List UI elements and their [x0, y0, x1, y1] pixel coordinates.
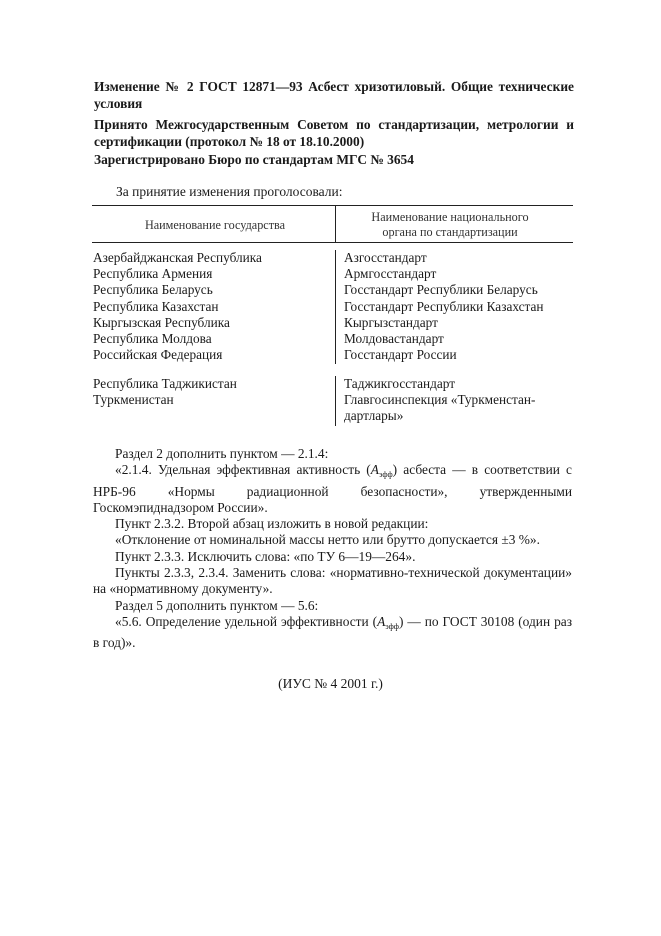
paragraph-5-6: «5.6. Определение удельной эффективности $(A_{эфф})$ — по ГОСТ 30108 (один раз в год)». — [93, 613, 573, 651]
table-row-body: Азгосстандарт — [344, 250, 427, 265]
header-divider — [335, 206, 336, 242]
paragraph: Пункт 2.3.3. Исключить слова: «по ТУ 6—19—264». — [115, 548, 416, 564]
group2-states — [93, 376, 237, 408]
paragraph: Пункты 2.3.3, 2.3.4. Заменить слова: «нормативно-технической документации» на «нормативному документу». — [93, 565, 572, 597]
group1-bodies — [344, 250, 544, 363]
col-header-state: Наименование государства — [144, 218, 286, 232]
table-row-body: Главгосинспекция «Туркменстан- — [344, 392, 536, 408]
paragraph: Раздел 5 дополнить пунктом — 5.6: — [115, 597, 319, 613]
table-row-state: Азербайджанская Республика — [93, 250, 262, 265]
paragraph-2-1-4: «2.1.4. Удельная эффективная активность $(A_{эфф})$ асбеста — в соответствии с НРБ-96 «Нормы радиационной безопасности», утвержденными Госкомэпиднадзором России». — [93, 462, 572, 515]
table-row-body: Госстандарт Республики Казахстан — [344, 298, 544, 314]
paragraph: Пункт 2.3.2. Второй абзац изложить в новой редакции: — [115, 516, 429, 532]
table-row-body: дартлары» — [344, 408, 404, 424]
table-top-rule — [92, 205, 573, 206]
table-row-body: Армгосстандарт — [344, 266, 437, 282]
table-row-state: Республика Казахстан — [93, 298, 219, 314]
table-row-body: Таджикгосстандарт — [344, 376, 456, 391]
table-row-state: Республика Беларусь — [93, 282, 213, 298]
paragraph: Раздел 2 дополнить пунктом — 2.1.4: — [115, 446, 329, 461]
group1-divider — [335, 250, 336, 364]
table-row-state: Туркменистан — [93, 392, 174, 408]
group2-bodies — [344, 376, 535, 425]
table-row-state: Республика Таджикистан — [93, 376, 237, 391]
group1-states — [93, 250, 262, 363]
col-header-body — [342, 210, 558, 240]
table-row-state: Кыргызская Республика — [93, 314, 230, 330]
table-row-state: Республика Молдова — [93, 330, 212, 346]
table-header-rule — [92, 242, 573, 243]
publication-reference: (ИУС № 4 2001 г.) — [278, 676, 383, 691]
table-row-body: Госстандарт России — [344, 347, 457, 363]
group2-divider — [335, 376, 336, 426]
voting-intro: За принятие изменения проголосовали: — [116, 184, 343, 199]
col-header-body-line1: Наименование национального — [371, 210, 529, 224]
col-header-body-line2: органа по стандартизации — [382, 225, 518, 239]
table-row-state: Республика Армения — [93, 266, 213, 282]
table-row-body: Молдовастандарт — [344, 330, 444, 346]
amendment-title: Изменение № 2 ГОСТ 12871—93 Асбест хризотиловый. Общие технические условия — [94, 79, 574, 111]
adoption-statement: Принято Межгосударственным Советом по стандартизации, метрологии и сертификации (протокол № 18 от 18.10.2000) — [94, 117, 574, 149]
amendment-body — [93, 446, 572, 652]
table-row-body: Госстандарт Республики Беларусь — [344, 282, 538, 298]
table-row-body: Кыргызстандарт — [344, 314, 438, 330]
paragraph: «Отклонение от номинальной массы нетто или брутто допускается ±3 %». — [115, 532, 540, 548]
registration-statement: Зарегистрировано Бюро по стандартам МГС № 3654 — [94, 152, 414, 167]
table-row-state: Российская Федерация — [93, 347, 223, 363]
